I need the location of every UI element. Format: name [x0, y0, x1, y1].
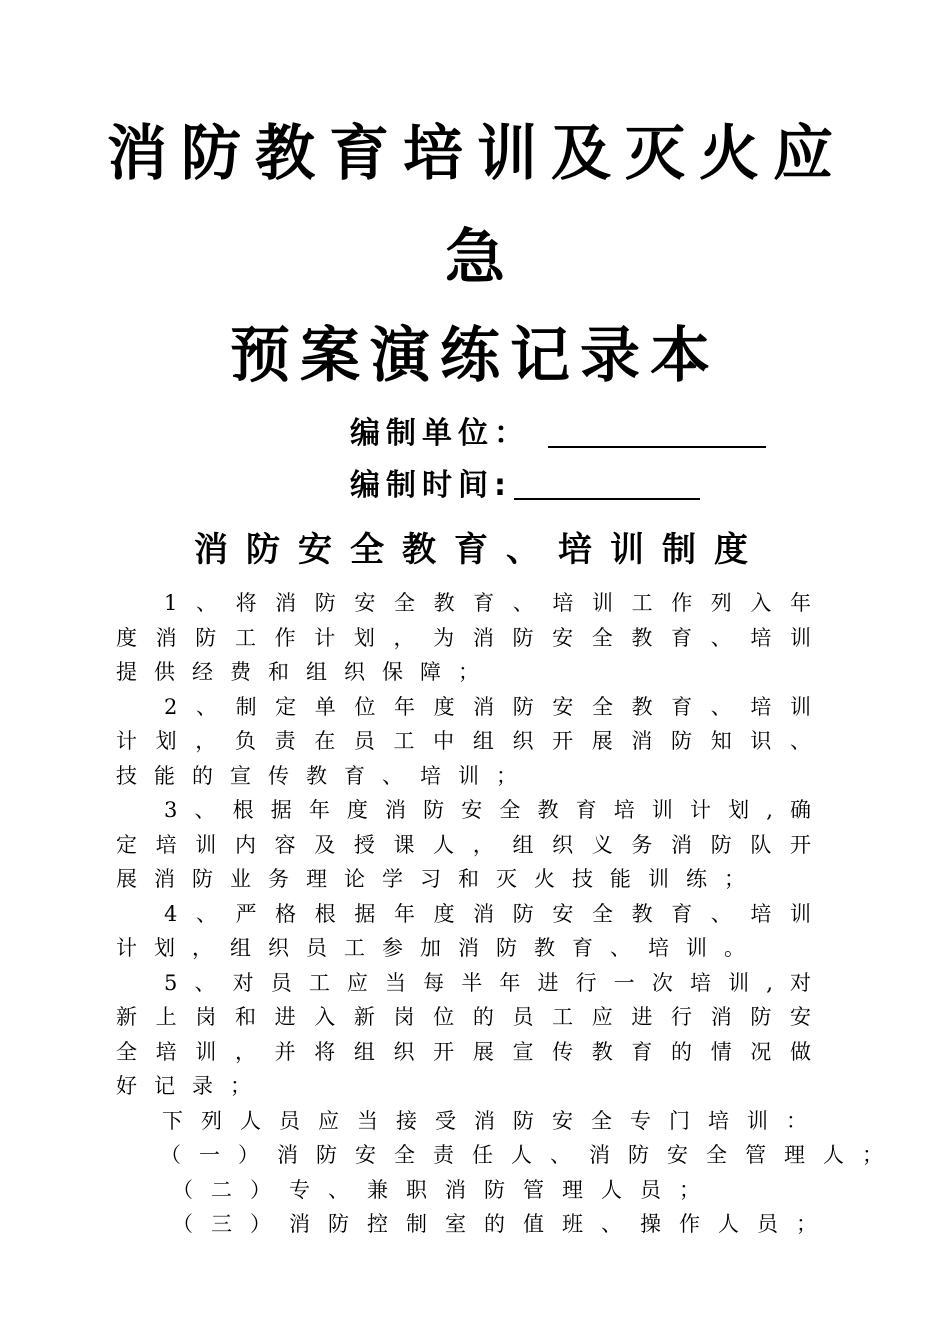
section-heading: 消防安全教育、培训制度 — [194, 530, 766, 570]
paragraph-4: 4、严格根据年度消防安全教育、培训计划，组织员工参加消防教育、培训。 — [116, 901, 828, 960]
paragraph-5: 5、对员工应当每半年进行一次培训,对新上岗和进入新岗位的员工应进行消防安全培训，并将组织开展宣传教育的情况做好记录； — [116, 970, 828, 1098]
document-title-line-3: 预案演练记录本 — [230, 321, 720, 391]
compiling-time-blank-line — [514, 468, 700, 500]
compiling-unit-label: 编制单位： — [350, 416, 530, 451]
compiling-unit-row — [350, 414, 766, 454]
paragraph-1: 1、将消防安全教育、培训工作列入年度消防工作计划，为消防安全教育、培训提供经费和组织保障； — [116, 591, 828, 684]
body-text — [116, 586, 901, 1242]
compiling-time-label: 编制时间: — [350, 468, 512, 503]
training-item-2: （二）专、兼职消防管理人员； — [172, 1177, 718, 1202]
training-intro: 下列人员应当接受消防安全专门培训： — [162, 1108, 825, 1133]
training-item-1: （一）消防安全责任人、消防安全管理人； — [160, 1143, 901, 1167]
compiling-time-row — [350, 466, 700, 506]
paragraph-2: 2、制定单位年度消防安全教育、培训计划，负责在员工中组织开展消防知识、技能的宣传教育、培训； — [116, 694, 828, 788]
document-title-line-1: 消防教育培训及灭火应 — [107, 119, 847, 189]
paragraph-3: 3、根据年度消防安全教育培训计划,确定培训内容及授课人，组织义务消防队开展消防业务理论学习和灭火技能训练； — [116, 798, 828, 891]
training-item-3: （三）消防控制室的值班、操作人员； — [172, 1212, 835, 1236]
compiling-unit-blank-line — [548, 416, 766, 448]
document-title-line-2: 急 — [445, 223, 505, 293]
